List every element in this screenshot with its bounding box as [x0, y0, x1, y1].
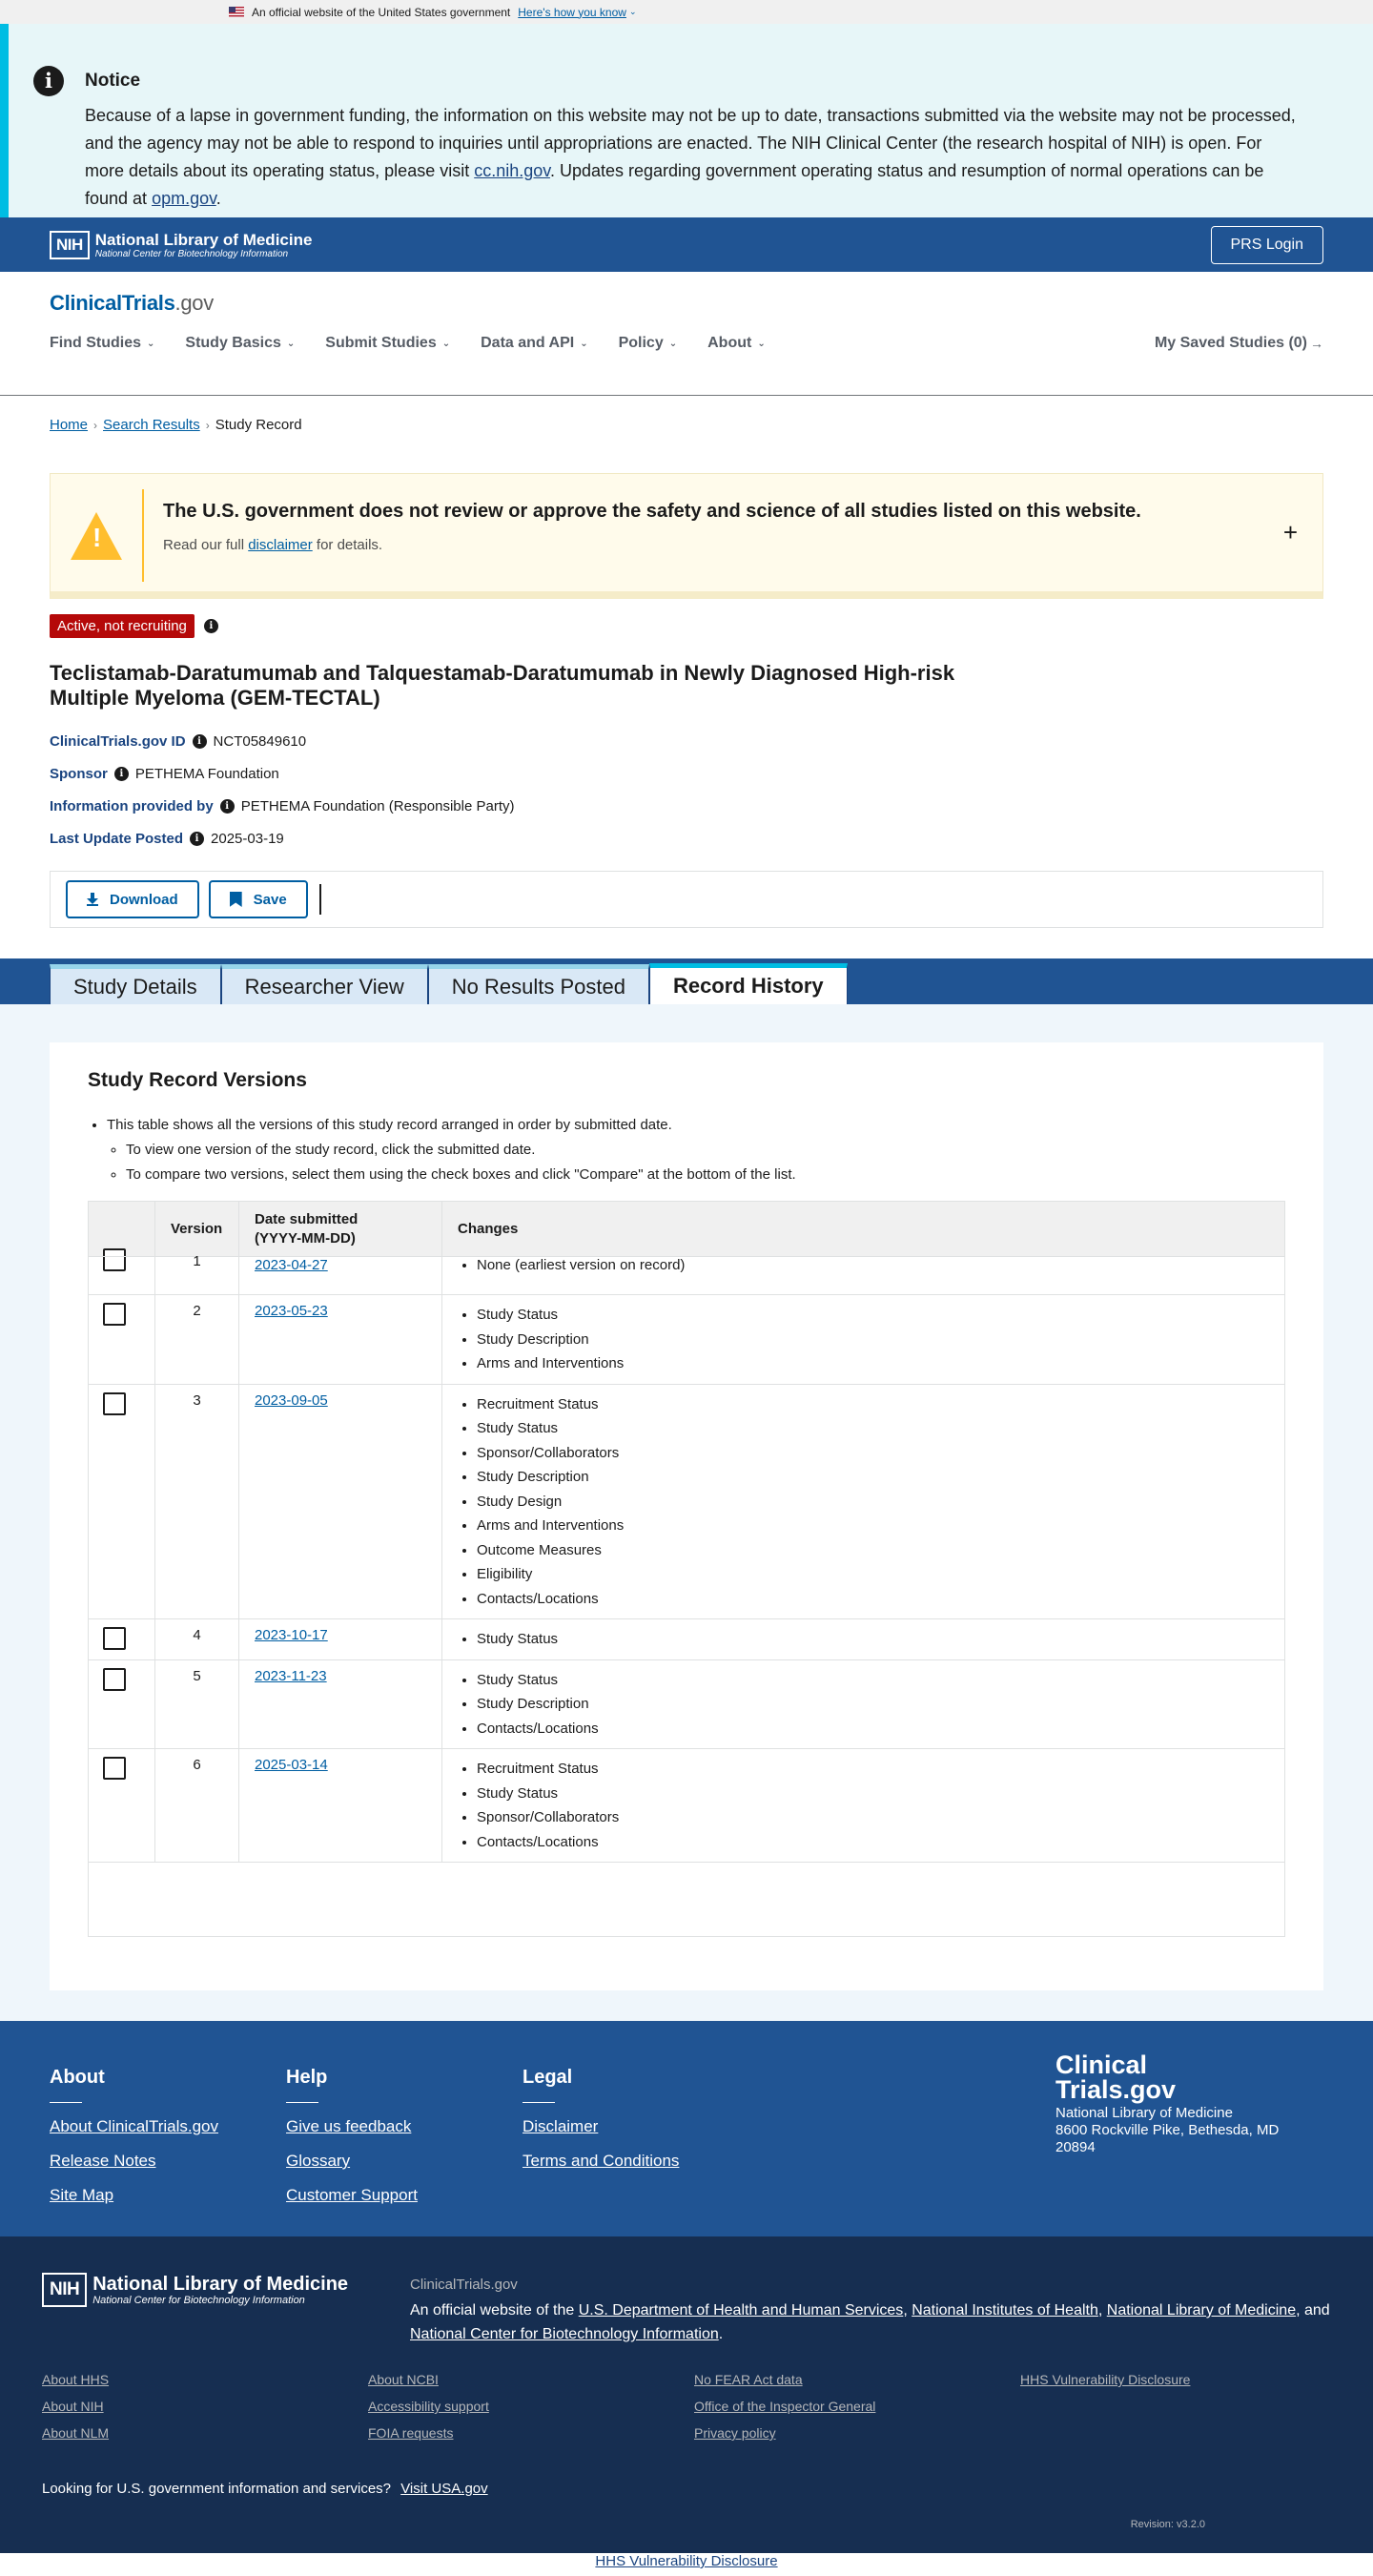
gov-banner-text: An official website of the United States government: [252, 5, 511, 19]
version-date-link[interactable]: 2023-05-23: [255, 1303, 328, 1319]
change-item: • Contacts/Locations: [477, 1717, 1269, 1741]
change-item: • Study Status: [477, 1668, 1269, 1693]
breadcrumb: [50, 417, 1323, 433]
version-number: 3: [155, 1384, 239, 1619]
nih-logo-box: NIH: [50, 231, 90, 259]
footer-about: About About ClinicalTrials.gov Release Notes Site Map: [50, 2067, 286, 2236]
change-item: • Study Status: [477, 1782, 1269, 1806]
nav-submit-studies[interactable]: Submit Studies ⌄: [325, 335, 451, 351]
tab-record-history[interactable]: Record History: [649, 963, 848, 1004]
change-item: • None (earliest version on record): [477, 1253, 1269, 1278]
header-version: Version: [155, 1202, 239, 1257]
nlm-name: National Library of Medicine: [94, 230, 313, 249]
usa-gov-line: Looking for U.S. government information and services? Visit USA.gov: [42, 2481, 488, 2497]
nlm-link[interactable]: National Library of Medicine: [1106, 2302, 1297, 2318]
version-number: 4: [155, 1619, 239, 1660]
warning-icon: !: [71, 512, 122, 560]
disclaimer-link[interactable]: disclaimer: [248, 537, 313, 553]
footer-legal: Legal Disclaimer Terms and Conditions: [523, 2067, 759, 2236]
revision-label: Revision: v3.2.0: [1130, 2519, 1205, 2530]
versions-table: [88, 1201, 1285, 1937]
table-footer: [89, 1863, 1285, 1937]
notice-title: Notice: [85, 71, 141, 91]
version-checkbox[interactable]: [103, 1392, 126, 1415]
my-saved-studies-link[interactable]: My Saved Studies (0) →: [1154, 335, 1323, 351]
change-item: • Arms and Interventions: [477, 1514, 1269, 1538]
about-nlm-link[interactable]: About NLM: [42, 2425, 110, 2441]
chevron-right-icon: ›: [205, 418, 210, 432]
study-tabs: [0, 958, 1373, 1004]
chevron-down-icon[interactable]: ⌄: [628, 7, 637, 16]
changes-list: [458, 1392, 1269, 1612]
footer-glossary-link[interactable]: Glossary: [286, 2152, 351, 2170]
version-number: 5: [155, 1659, 239, 1749]
changes-list: [458, 1627, 1269, 1652]
us-flag-icon: [229, 7, 244, 17]
meta-last-update: Last Update Posted i 2025-03-19: [50, 831, 284, 847]
change-item: • Study Description: [477, 1465, 1269, 1490]
info-icon[interactable]: i: [193, 734, 207, 749]
download-button[interactable]: Download: [66, 880, 199, 918]
version-date-link[interactable]: 2023-09-05: [255, 1391, 328, 1409]
version-checkbox[interactable]: [103, 1627, 126, 1650]
change-item: • Eligibility: [477, 1562, 1269, 1587]
status-badge: Active, not recruiting: [50, 614, 195, 638]
footer-brand: [1055, 2052, 1303, 2156]
header-date: Date submitted (YYYY-MM-DD): [239, 1202, 442, 1257]
breadcrumb-home[interactable]: Home: [50, 417, 89, 433]
nav-policy[interactable]: Policy ⌄: [618, 335, 678, 351]
change-item: • Study Design: [477, 1490, 1269, 1515]
tab-no-results-posted[interactable]: No Results Posted: [428, 964, 649, 1004]
change-item: • Study Description: [477, 1328, 1269, 1352]
footer-address: National Library of Medicine 8600 Rockville Pike, Bethesda, MD 20894: [1055, 2105, 1280, 2155]
change-item: • Study Status: [477, 1303, 1269, 1328]
change-item: • Contacts/Locations: [477, 1830, 1269, 1855]
funding-notice: [0, 24, 1373, 217]
inspector-general-link[interactable]: Office of the Inspector General: [694, 2399, 876, 2414]
meta-nct-id: ClinicalTrials.gov ID i NCT05849610: [50, 733, 307, 750]
change-item: • Recruitment Status: [477, 1757, 1269, 1782]
expand-plus-icon[interactable]: +: [1282, 518, 1298, 546]
footer-disclaimer-link[interactable]: Disclaimer: [523, 2117, 599, 2135]
versions-title: Study Record Versions: [88, 1069, 307, 1091]
breadcrumb-current: Study Record: [215, 417, 302, 433]
foia-link[interactable]: FOIA requests: [368, 2425, 454, 2441]
breadcrumb-search-results[interactable]: Search Results: [103, 417, 200, 433]
version-checkbox[interactable]: [103, 1248, 126, 1271]
footer-nlm-logo[interactable]: NIH National Library of Medicine National Center for Biotechnology Information: [42, 2273, 1331, 2307]
cc-nih-link[interactable]: cc.nih.gov: [474, 161, 550, 180]
download-icon: [87, 893, 98, 906]
disclaimer-text: Read our full disclaimer for details.: [163, 537, 383, 553]
disclaimer-title: The U.S. government does not review or approve the safety and science of all studies listed on this website.: [163, 501, 1141, 522]
heres-how-you-know-link[interactable]: Here's how you know: [518, 5, 626, 19]
footer-logo[interactable]: Clinical Trials.gov: [1055, 2050, 1177, 2104]
record-versions-card: [50, 1042, 1323, 1990]
chevron-down-icon: ⌄: [668, 338, 678, 349]
about-ncbi-link[interactable]: About NCBI: [368, 2372, 439, 2387]
info-icon[interactable]: i: [190, 832, 204, 846]
ct-header: [0, 272, 1373, 396]
table-row: [89, 1257, 1285, 1295]
bottom-strip: [0, 2553, 1373, 2576]
version-date-link[interactable]: 2025-03-14: [255, 1757, 328, 1773]
table-row: [89, 1619, 1285, 1660]
action-bar: [50, 871, 1323, 928]
ncbi-name: National Center for Biotechnology Information: [94, 248, 289, 259]
accessibility-link[interactable]: Accessibility support: [368, 2399, 489, 2414]
version-checkbox[interactable]: [103, 1303, 126, 1326]
header-changes: Changes: [442, 1202, 1285, 1257]
change-item: • Arms and Interventions: [477, 1351, 1269, 1376]
prs-login-button[interactable]: PRS Login: [1211, 226, 1324, 264]
footer-site-map-link[interactable]: Site Map: [50, 2186, 114, 2204]
footer-about-ct-link[interactable]: About ClinicalTrials.gov: [50, 2117, 218, 2135]
version-date-link[interactable]: 2023-04-27: [255, 1257, 328, 1273]
nav-study-basics[interactable]: Study Basics ⌄: [185, 335, 296, 351]
footer-release-notes-link[interactable]: Release Notes: [50, 2152, 156, 2170]
changes-list: [458, 1757, 1269, 1854]
clinicaltrials-logo[interactable]: ClinicalTrials.gov: [50, 291, 214, 315]
changes-list: [458, 1668, 1269, 1741]
tab-study-details[interactable]: Study Details: [50, 964, 221, 1004]
footer-nih-links: [42, 2370, 1346, 2442]
footer-terms-link[interactable]: Terms and Conditions: [523, 2152, 680, 2170]
table-row: [89, 1384, 1285, 1619]
chevron-down-icon: ⌄: [580, 338, 588, 349]
change-item: • Sponsor/Collaborators: [477, 1805, 1269, 1830]
table-row: [89, 1659, 1285, 1749]
nih-link[interactable]: National Institutes of Health: [912, 2302, 1098, 2318]
info-icon[interactable]: i: [220, 799, 235, 814]
changes-list: [458, 1253, 1269, 1278]
disclaimer-alert: [50, 473, 1323, 599]
footer-nih: [0, 2236, 1373, 2553]
nav-data-api[interactable]: Data and API ⌄: [481, 335, 588, 351]
version-checkbox[interactable]: [103, 1668, 126, 1691]
study-title: Teclistamab-Daratumumab and Talquestamab-Daratumumab in Newly Diagnosed High-risk Multiple Myeloma (GEM-TECTAL): [50, 661, 955, 710]
hhs-vulnerability-link[interactable]: HHS Vulnerability Disclosure: [1020, 2372, 1191, 2387]
version-number: 2: [155, 1295, 239, 1385]
nav-find-studies[interactable]: Find Studies ⌄: [50, 335, 155, 351]
meta-info-provided: Information provided by i PETHEMA Foundation (Responsible Party): [50, 798, 515, 814]
gov-banner: [0, 0, 1373, 24]
changes-list: [458, 1303, 1269, 1376]
hhs-link[interactable]: U.S. Department of Health and Human Services: [578, 2302, 904, 2318]
notice-text: Because of a lapse in government funding, the information on this website may not be up to date, transactions submitted via the website may not be processed, and the agency may not be able to respond to inquiries until appropriations are enacted. The NIH Clinical Center (the research hospital of NIH) is open. For more details about its operating status, please visit cc.nih.gov. Updates regarding government operating status and resumption of normal operations can be found at opm.gov.: [85, 106, 1296, 208]
chevron-down-icon: ⌄: [757, 338, 766, 349]
version-number: 6: [155, 1749, 239, 1863]
arrow-right-icon: →: [1310, 336, 1323, 351]
footer-official-text: ClinicalTrials.gov An official website of the U.S. Department of Health and Human Services, National Institutes of Health, National Library of Medicine, and National Center for Biotechnology Information.: [410, 2277, 1330, 2342]
change-item: • Study Status: [477, 1627, 1269, 1652]
table-row: [89, 1295, 1285, 1385]
usa-gov-link[interactable]: Visit USA.gov: [400, 2481, 488, 2497]
info-icon: i: [33, 66, 64, 96]
meta-sponsor: Sponsor i PETHEMA Foundation: [50, 766, 279, 782]
version-number: 1: [155, 1257, 239, 1295]
version-date-link[interactable]: 2023-10-17: [255, 1627, 328, 1643]
divider: [319, 884, 321, 915]
chevron-down-icon: ⌄: [147, 338, 155, 349]
save-button[interactable]: Save: [209, 880, 308, 918]
study-meta: [50, 733, 1323, 847]
no-fear-link[interactable]: No FEAR Act data: [694, 2372, 803, 2387]
chevron-right-icon: ›: [93, 418, 98, 432]
versions-intro: • This table shows all the versions of this study record arranged in order by submitted date. ◦ To view one version of the study record, click the submitted date. ◦ To compare two versions, select them using the check boxes and click "Compare" at the bottom of the list.: [88, 1113, 1285, 1187]
change-item: • Study Description: [477, 1692, 1269, 1717]
opm-link[interactable]: opm.gov: [152, 189, 216, 208]
footer-support-link[interactable]: Customer Support: [286, 2186, 418, 2204]
bottom-vulnerability-link[interactable]: HHS Vulnerability Disclosure: [595, 2553, 778, 2569]
footer-help: Help Give us feedback Glossary Customer Support: [286, 2067, 523, 2236]
tab-researcher-view[interactable]: Researcher View: [221, 964, 428, 1004]
main-nav: [50, 335, 1323, 352]
version-date-link[interactable]: 2023-11-23: [255, 1667, 327, 1684]
change-item: • Contacts/Locations: [477, 1587, 1269, 1612]
about-nih-link[interactable]: About NIH: [42, 2399, 104, 2414]
footer-feedback-link[interactable]: Give us feedback: [286, 2117, 412, 2135]
info-icon[interactable]: i: [204, 619, 218, 633]
footer: [0, 2021, 1373, 2236]
version-checkbox[interactable]: [103, 1757, 126, 1780]
chevron-down-icon: ⌄: [286, 338, 296, 349]
privacy-link[interactable]: Privacy policy: [694, 2425, 776, 2441]
ncbi-link[interactable]: National Center for Biotechnology Information: [410, 2326, 719, 2342]
about-hhs-link[interactable]: About HHS: [42, 2372, 110, 2387]
nav-about[interactable]: About ⌄: [707, 335, 766, 351]
info-icon[interactable]: i: [114, 767, 129, 781]
chevron-down-icon: ⌄: [441, 338, 451, 349]
nlm-logo[interactable]: [50, 231, 312, 259]
change-item: • Recruitment Status: [477, 1392, 1269, 1417]
bookmark-icon: [230, 892, 242, 907]
nih-header: [0, 217, 1373, 272]
change-item: • Study Status: [477, 1416, 1269, 1441]
table-row: [89, 1749, 1285, 1863]
change-item: • Sponsor/Collaborators: [477, 1441, 1269, 1466]
change-item: • Outcome Measures: [477, 1538, 1269, 1563]
